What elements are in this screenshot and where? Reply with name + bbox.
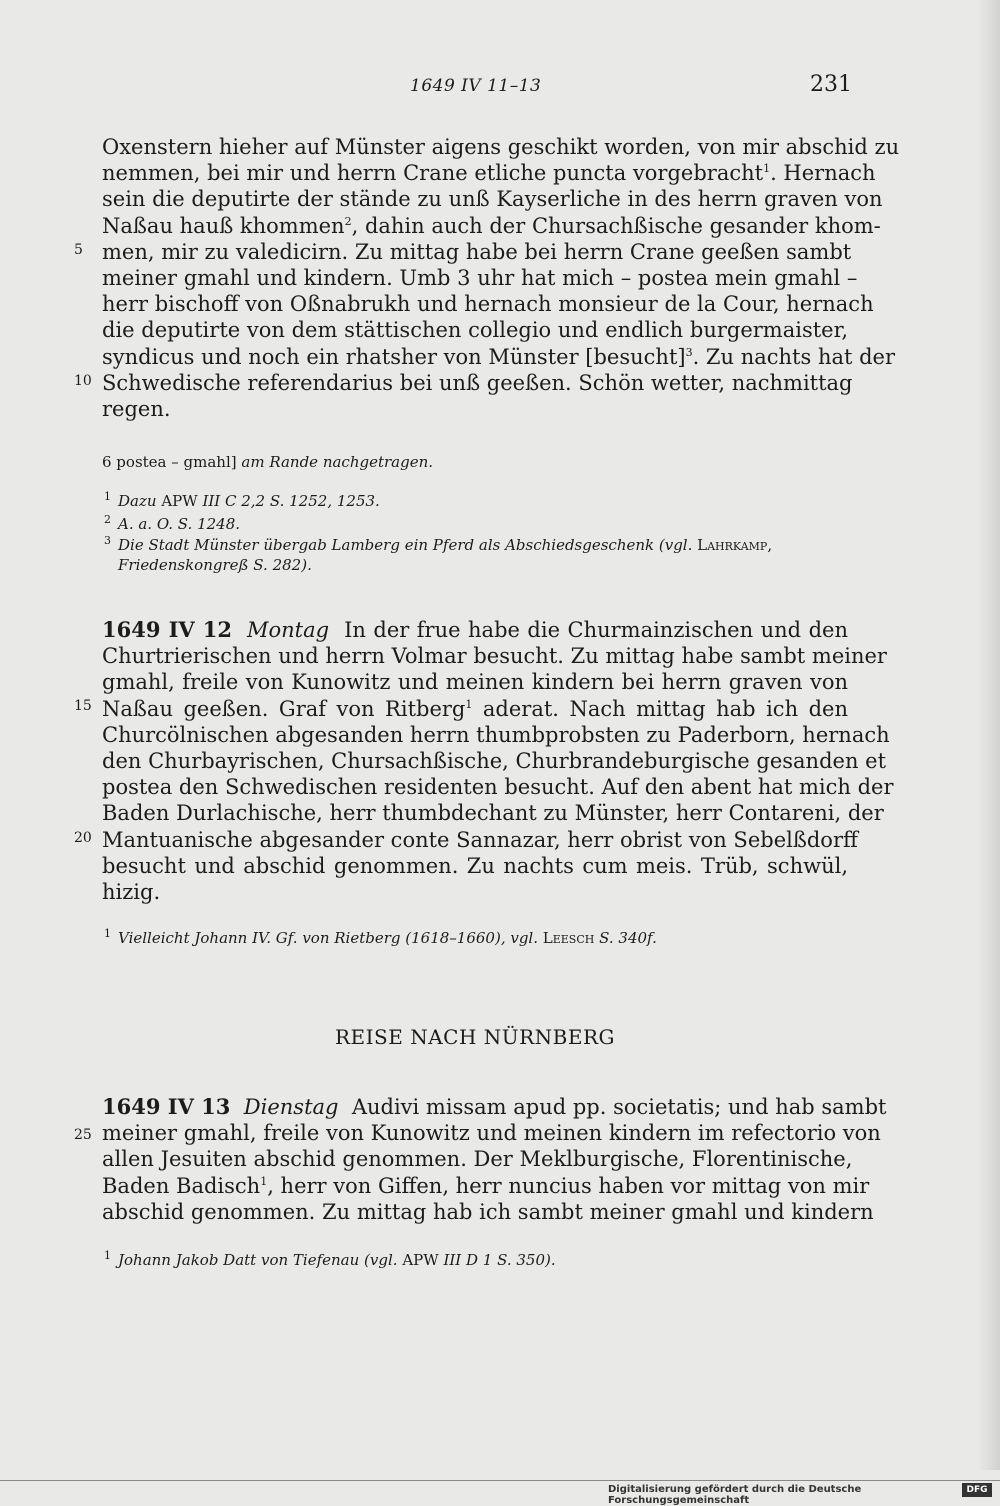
- entry-day: Montag: [247, 618, 330, 642]
- footnote: Dazu APW III C 2,2 S. 1252, 1253.: [118, 492, 380, 510]
- footer-rule: [0, 1480, 1000, 1481]
- text-line: 1649 IV 13 Dienstag Audivi missam apud pp. societatis; und hab sambt: [102, 1094, 887, 1119]
- text-line: besucht und abschid genommen. Zu nachts cum meis. Trüb, schwül,: [102, 853, 848, 878]
- text-line: Naßau hauß khommen$^2$, dahin auch der Chursachßische gesander khom-: [102, 213, 881, 238]
- text-line: meiner gmahl und kindern. Umb 3 uhr hat mich – postea mein gmahl –: [102, 266, 858, 291]
- text-line: abschid genommen. Zu mittag hab ich sambt meiner gmahl und kindern: [102, 1199, 874, 1224]
- entry-1649-iv-12: [102, 617, 894, 905]
- footnote: Die Stadt Münster übergab Lamberg ein Pferd als Abschiedsgeschenk (vgl. Lahrkamp, Friedenskongreß S. 282).: [118, 536, 773, 574]
- entry-date: 1649 IV 13: [102, 1094, 231, 1119]
- entry-day: Dienstag: [243, 1095, 339, 1119]
- variant-note-ref: 6 postea – gmahl]: [102, 453, 237, 471]
- variant-note: [102, 452, 848, 472]
- footnote-mark: 1: [104, 1249, 111, 1262]
- text-line: Mantuanische abgesander conte Sannazar, herr obrist von Sebelßdorff: [102, 827, 858, 852]
- line-number: 25: [74, 1127, 92, 1143]
- footnote-ref: 1: [260, 1174, 268, 1188]
- footnote-ref: 1: [763, 162, 771, 176]
- text-line: die deputirte von dem stättischen collegio und endlich burgermaister,: [102, 318, 848, 343]
- variant-note-text: am Rande nachgetragen.: [241, 453, 434, 471]
- dfg-logo-icon: DFG: [962, 1483, 992, 1497]
- entry-1649-iv-13: [102, 1094, 887, 1225]
- footnote-ref: 3: [685, 345, 693, 359]
- text-line: hizig.: [102, 880, 161, 905]
- text-line: gmahl, freile von Kunowitz und meinen kindern bei herrn graven von: [102, 670, 848, 695]
- text-line: Baden Badisch$^1$, herr von Giffen, herr nuncius haben vor mittag von mir: [102, 1173, 870, 1198]
- footnote-ref: 2: [344, 214, 352, 228]
- footnote-mark: 3: [104, 534, 111, 547]
- footnote-mark: 1: [104, 927, 111, 940]
- text-line: postea den Schwedischen residenten besucht. Auf den abent hat mich der: [102, 775, 894, 800]
- running-head: 1649 IV 11–13: [410, 76, 542, 96]
- text-line: Oxenstern hieher auf Münster aigens geschikt worden, von mir abschid zu: [102, 135, 900, 159]
- text-line: nemmen, bei mir und herrn Crane etliche puncta vorgebracht$^1$. Hernach: [102, 161, 876, 186]
- entry-date: 1649 IV 12: [102, 617, 233, 642]
- line-number: 20: [74, 830, 92, 846]
- text-line: men, mir zu valedicirn. Zu mittag habe bei herrn Crane geeßen sambt: [102, 239, 852, 264]
- footnote-mark: 1: [104, 490, 111, 503]
- text-line: regen.: [102, 397, 171, 422]
- digitization-credit: Digitalisierung gefördert durch die Deutsche Forschungsgemeinschaft: [608, 1484, 862, 1506]
- text-line: syndicus und noch ein rhatsher von Münster [besucht]$^3$. Zu nachts hat der: [102, 344, 896, 369]
- text-line: Churcölnischen abgesanden herrn thumbprobsten zu Paderborn, hernach: [102, 722, 890, 747]
- text-line: Naßau geeßen. Graf von Ritberg$^1$ aderat. Nach mittag hab ich den: [102, 696, 848, 721]
- footnote-mark: 2: [104, 513, 111, 526]
- text-line: meiner gmahl, freile von Kunowitz und meinen kindern im refectorio von: [102, 1121, 881, 1146]
- page-edge-shadow: [978, 0, 1000, 1470]
- text-line: 1649 IV 12 Montag In der frue habe die Churmainzischen und den: [102, 617, 848, 642]
- section-heading: REISE NACH NÜRNBERG: [334, 1025, 615, 1049]
- text-line: Schwedische referendarius bei unß geeßen. Schön wetter, nachmittag: [102, 370, 853, 395]
- line-number: 10: [74, 373, 92, 389]
- footnote-ref: 1: [465, 697, 473, 711]
- text-line: Churtrierischen und herrn Volmar besucht. Zu mittag habe sambt meiner: [102, 644, 887, 669]
- line-number: 15: [74, 698, 92, 714]
- footnote: Johann Jakob Datt von Tiefenau (vgl. APW III D 1 S. 350).: [118, 1251, 556, 1269]
- footnote: Vielleicht Johann IV. Gf. von Rietberg (1618–1660), vgl. Leesch S. 340f.: [118, 929, 657, 947]
- page-number: 231: [810, 72, 852, 97]
- text-line: sein die deputirte der stände zu unß Kayserliche in des herrn graven von: [102, 187, 883, 212]
- text-line: Baden Durlachische, herr thumbdechant zu Münster, herr Contareni, der: [102, 801, 884, 826]
- text-line: herr bischoff von Oßnabrukh und hernach monsieur de la Cour, hernach: [102, 292, 874, 317]
- entry-1649-iv-11-text: [102, 134, 900, 422]
- line-number: 5: [74, 242, 83, 258]
- text-line: allen Jesuiten abschid genommen. Der Meklburgische, Florentinische,: [102, 1147, 853, 1172]
- footnote: A. a. O. S. 1248.: [118, 515, 241, 533]
- text-line: den Churbayrischen, Chursachßische, Churbrandeburgische gesanden et: [102, 749, 887, 774]
